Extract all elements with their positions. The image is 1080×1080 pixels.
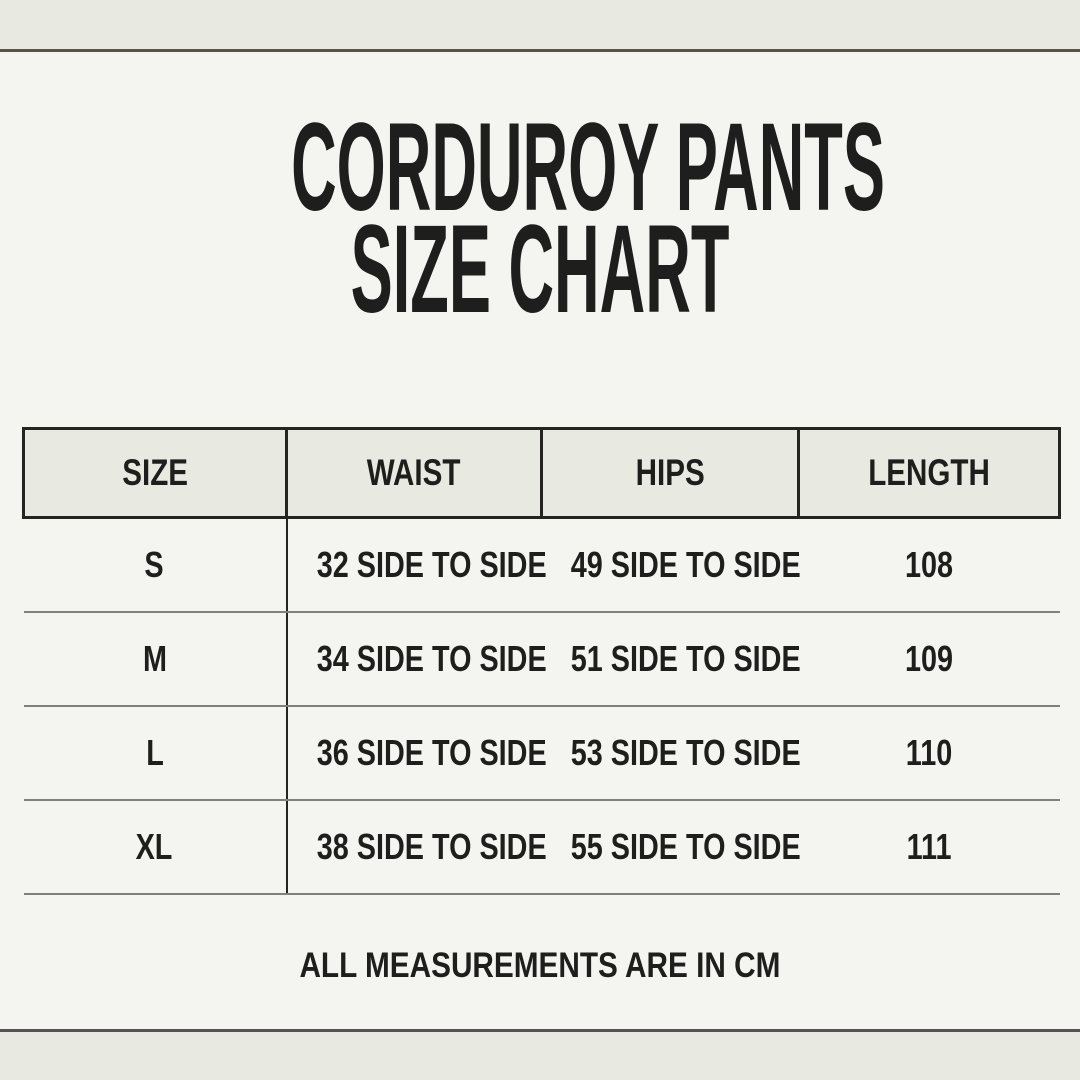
table-row-l xyxy=(24,706,1060,800)
cell-length: 111 xyxy=(799,800,1060,894)
cell-length: 108 xyxy=(799,518,1060,612)
cell-hips: 51 SIDE TO SIDE xyxy=(542,612,799,706)
page-title xyxy=(0,98,1080,339)
page-title-line-2: SIZE CHART xyxy=(350,200,730,339)
size-chart-table xyxy=(22,427,1058,895)
cell-waist: 34 SIDE TO SIDE xyxy=(287,612,542,706)
cell-hips: 49 SIDE TO SIDE xyxy=(542,518,799,612)
cell-hips: 53 SIDE TO SIDE xyxy=(542,706,799,800)
bottom-border-band xyxy=(0,1029,1080,1080)
table-row-xl xyxy=(24,800,1060,894)
header-row xyxy=(24,429,1060,518)
cell-waist: 38 SIDE TO SIDE xyxy=(287,800,542,894)
top-border-band xyxy=(0,0,1080,52)
table-row-s xyxy=(24,518,1060,612)
size-table xyxy=(22,427,1061,895)
column-header-waist: WAIST xyxy=(287,429,542,518)
column-header-hips: HIPS xyxy=(542,429,799,518)
cell-hips: 55 SIDE TO SIDE xyxy=(542,800,799,894)
column-header-length: LENGTH xyxy=(799,429,1060,518)
cell-size: XL xyxy=(24,800,287,894)
size-table-header xyxy=(24,429,1060,518)
cell-size: L xyxy=(24,706,287,800)
measurement-unit-note: ALL MEASUREMENTS ARE IN CM xyxy=(299,946,781,985)
cell-length: 110 xyxy=(799,706,1060,800)
cell-size: S xyxy=(24,518,287,612)
table-row-m xyxy=(24,612,1060,706)
cell-size: M xyxy=(24,612,287,706)
column-header-size: SIZE xyxy=(24,429,287,518)
size-table-body xyxy=(24,518,1060,894)
cell-waist: 32 SIDE TO SIDE xyxy=(287,518,542,612)
cell-waist: 36 SIDE TO SIDE xyxy=(287,706,542,800)
cell-length: 109 xyxy=(799,612,1060,706)
page-title-line-1: CORDUROY PANTS xyxy=(291,98,885,237)
